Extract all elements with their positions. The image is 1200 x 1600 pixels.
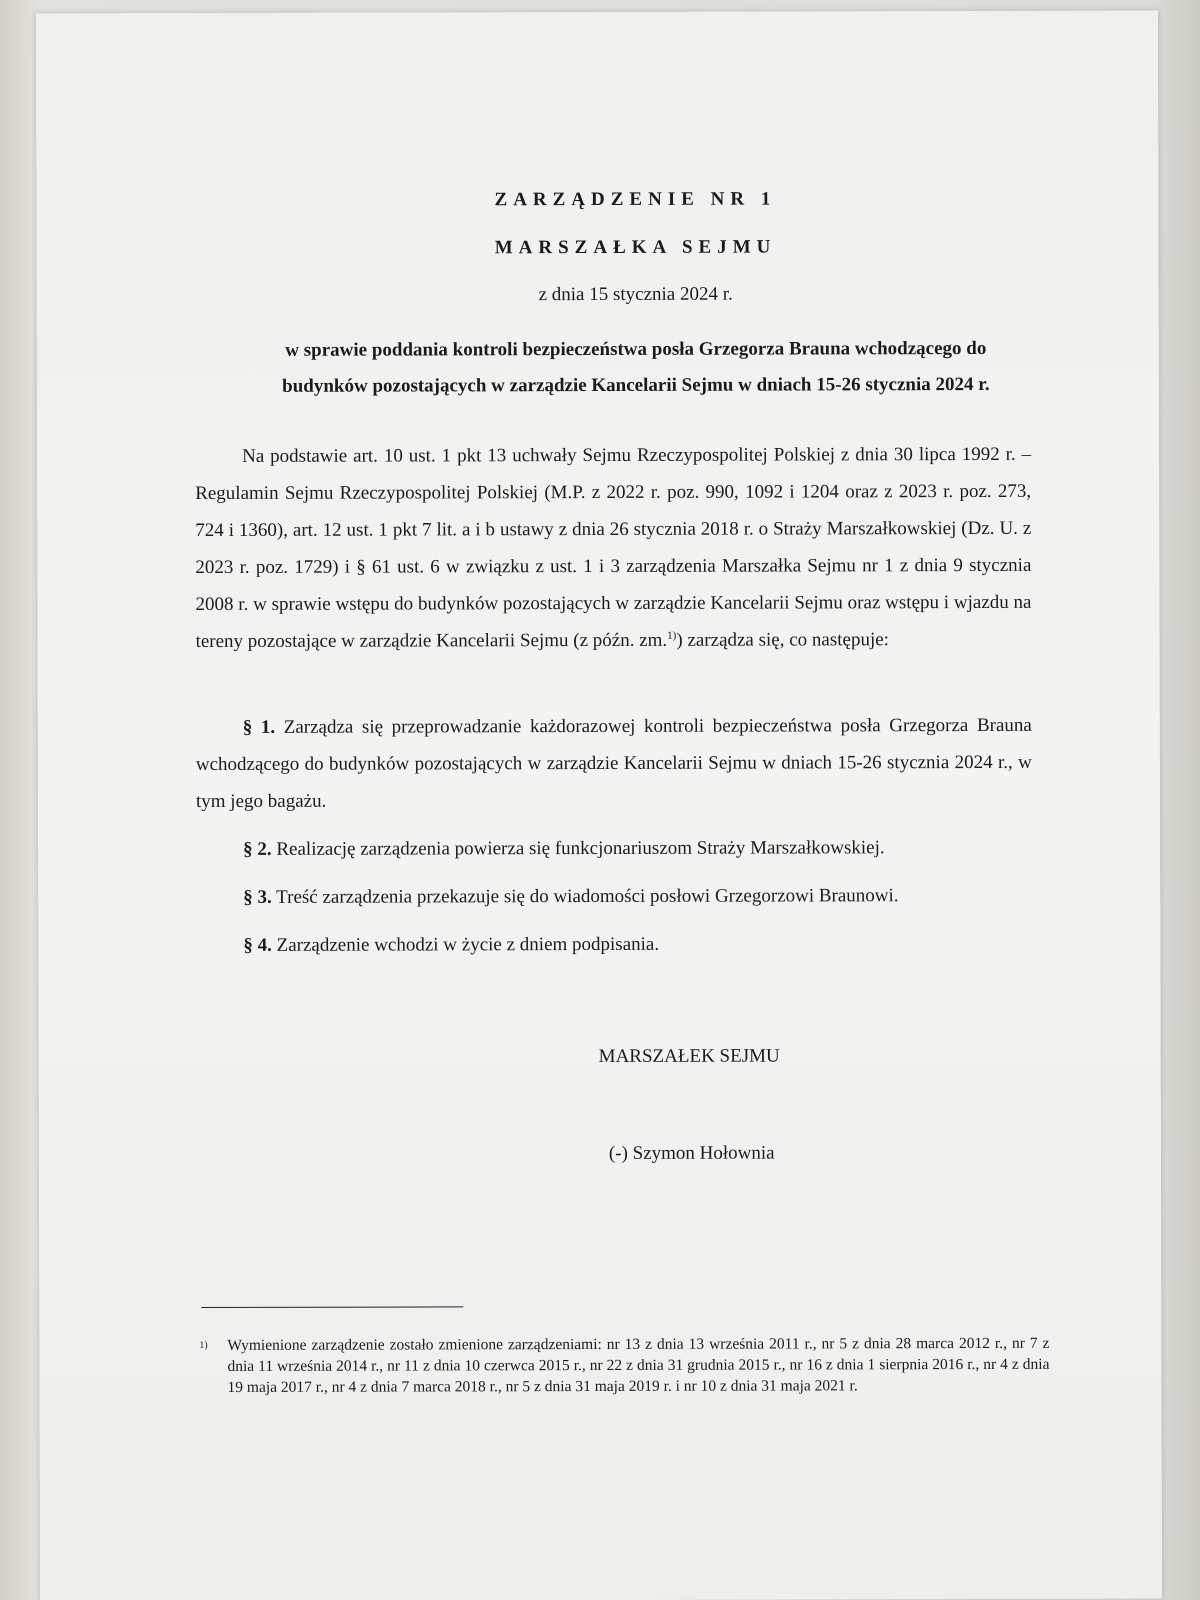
document-title: ZARZĄDZENIE NR 1 (494, 188, 777, 211)
footnote-reference: 1) (667, 629, 677, 642)
subject-line: w sprawie poddania kontroli bezpieczeństwa posła Grzegorza Brauna wchodzącego do (285, 337, 987, 361)
subject-line: budynków pozostających w zarządzie Kancelarii Sejmu w dniach 15-26 stycznia 2024 r. (282, 373, 990, 397)
footnote-mark: 1) (199, 1340, 208, 1352)
paragraph-text: Zarządzenie wchodzi w życie z dniem podpisania. (276, 933, 660, 956)
document-date: z dnia 15 stycznia 2024 r. (538, 283, 733, 306)
paragraph-text: Zarządza się przeprowadzanie każdorazowej kontroli bezpieczeństwa posła Grzegorza Brauna wchodzącego do budynków pozostających w zarządzie Kancelarii Sejmu w dniach 15-26 stycznia 2024 r., w tym jego bagażu. (195, 714, 1032, 813)
paragraph-3 (196, 877, 1032, 916)
paragraph-number: § 2. (243, 838, 272, 860)
document-issuer: MARSZAŁKA SEJMU (494, 236, 777, 259)
document-subject (195, 331, 1077, 405)
paragraph-1 (196, 707, 1032, 820)
signature-name: (-) Szymon Hołownia (608, 1142, 775, 1164)
paragraph-number: § 1. (242, 716, 276, 738)
paragraph-4 (196, 925, 1032, 964)
footnote (199, 1333, 1049, 1398)
paragraph-text: Treść zarządzenia przekazuje się do wiadomości posłowi Grzegorzowi Braunowi. (276, 885, 899, 908)
preamble-text: Na podstawie art. 10 ust. 1 pkt 13 uchwały Sejmu Rzeczypospolitej Polskiej z dnia 30 lipca 1992 r. – Regulamin Sejmu Rzeczypospolitej Polskiej (M.P. z 2022 r. poz. 990, 1092 i 1204 oraz z 2023 r. poz. 273, 724 i 1360), art. 12 ust. 1 pkt 7 lit. a i b ustawy z dnia 26 stycznia 2018 r. o Straży Marszałkowskiej (Dz. U. z 2023 r. poz. 1729) i § 61 ust. 6 w związku z ust. 1 i 3 zarządzenia Marszałka Sejmu nr 1 z dnia 9 stycznia 2008 r. w sprawie wstępu do budynków pozostających w zarządzie Kancelarii Sejmu oraz wstępu i wjazdu na tereny pozostające w zarządzie Kancelarii Sejmu (z późn. zm. (195, 443, 1032, 653)
document-page (36, 11, 1162, 1600)
preamble-paragraph (195, 436, 1032, 660)
footnote-divider (201, 1306, 463, 1308)
paragraph-text: Realizację zarządzenia powierza się funkcjonariuszom Straży Marszałkowskiej. (276, 837, 885, 860)
signature-title: MARSZAŁEK SEJMU (598, 1045, 780, 1068)
footnote-text: Wymienione zarządzenie zostało zmienione zarządzeniami: nr 13 z dnia 13 września 2011 r., nr 5 z dnia 28 marca 2012 r., nr 7 z dnia 11 września 2014 r., nr 11 z dnia 10 czerwca 2015 r., nr 22 z dnia 31 grudnia 2015 r., nr 16 z dnia 1 sierpnia 2016 r., nr 4 z dnia 19 maja 2017 r., nr 4 z dnia 7 marca 2018 r., nr 5 z dnia 31 maja 2019 r. i nr 10 z dnia 31 maja 2021 r. (227, 1334, 1050, 1396)
paragraph-number: § 3. (243, 886, 272, 908)
paragraph-2 (196, 829, 1032, 868)
preamble-text-end: ) zarządza się, co następuje: (676, 629, 889, 651)
paragraph-number: § 4. (243, 934, 272, 956)
